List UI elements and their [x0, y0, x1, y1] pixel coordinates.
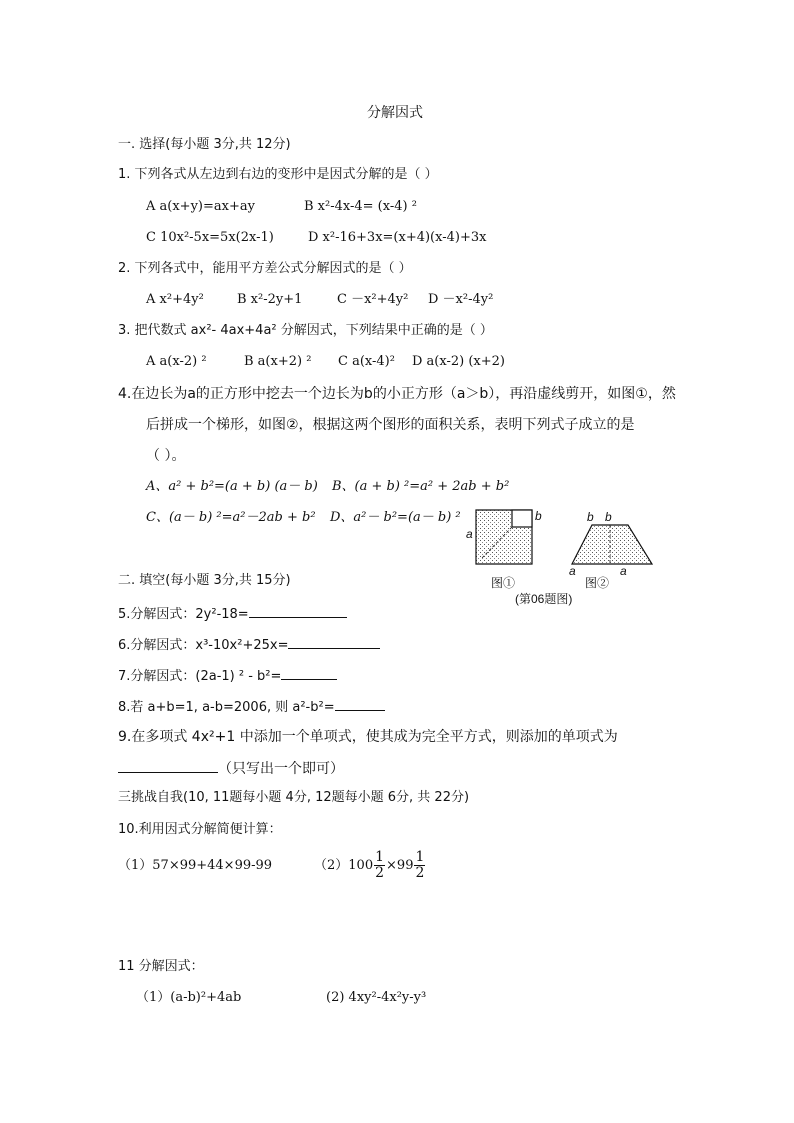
q10-part2-times: ×99: [386, 858, 414, 873]
q9-answer-blank: [118, 758, 218, 773]
q4-option-c: C、(a－ b) ²=a²－2ab + b²: [146, 510, 316, 525]
figure-caption-1: 图①: [491, 576, 516, 590]
figure-caption-main: (第06题图): [515, 592, 573, 606]
q2-option-d: D －x²-4y²: [428, 292, 494, 307]
q4-option-b: B、(a + b) ²=a² + 2ab + b²: [332, 479, 510, 494]
q6-answer-blank: [288, 634, 380, 649]
section-1-header: 一. 选择(每小题 3分,共 12分): [118, 137, 291, 152]
q10-stem: 10.利用因式分解简便计算：: [118, 822, 282, 837]
q1-option-b: B x²-4x-4= (x-4) ²: [304, 199, 417, 214]
section-2-header: 二. 填空(每小题 3分,共 15分): [118, 573, 291, 588]
q10-fraction-2: [414, 850, 425, 881]
figure-label-b: b: [535, 509, 542, 523]
figure-label-a-bottom-right: a: [620, 564, 627, 578]
q1-option-a: A a(x+y)=ax+ay: [146, 199, 255, 214]
q1-stem: 1. 下列各式从左边到右边的变形中是因式分解的是（ ）: [118, 167, 438, 182]
figure-label-a: a: [466, 527, 473, 541]
page-title: 分解因式: [367, 105, 423, 121]
q6-text: 6.分解因式：x³-10x²+25x=: [118, 638, 289, 653]
q11-part2: (2) 4xy²-4x²y-y³: [326, 990, 427, 1005]
figure-label-b-top-right: b: [605, 510, 612, 524]
q2-stem: 2. 下列各式中，能用平方差公式分解因式的是（ ）: [118, 261, 412, 276]
section-3-header: 三挑战自我(10, 11题每小题 4分, 12题每小题 6分, 共 22分): [118, 790, 470, 805]
q3-option-c: C a(x-4)²: [338, 354, 395, 369]
q10-part2-prefix: （2）: [314, 858, 349, 873]
q10-fraction-1: [374, 850, 385, 881]
q7: [118, 665, 337, 686]
q10-part2-whole1: 100: [348, 858, 374, 873]
figure2-trapezoid: [572, 525, 652, 564]
q3-option-b: B a(x+2) ²: [244, 354, 312, 369]
fraction-2-denominator: 2: [415, 865, 425, 881]
figure1-small-square: [512, 510, 532, 527]
q4-stem-line3: （ ）。: [146, 448, 186, 464]
q5-text: 5.分解因式：2y²-18=: [118, 607, 249, 622]
q9-line1: 9.在多项式 4x²+1 中添加一个单项式，使其成为完全平方式，则添加的单项式为: [118, 729, 618, 745]
q5: [118, 603, 347, 624]
q8-text: 8.若 a+b=1, a-b=2006, 则 a²-b²=: [118, 700, 335, 715]
q4-stem-line2: 后拼成一个梯形，如图②，根据这两个图形的面积关系，表明下列式子成立的是: [146, 417, 635, 433]
figure-caption-2: 图②: [585, 576, 610, 590]
q2-option-c: C －x²+4y²: [337, 292, 409, 307]
q2-option-b: B x²-2y+1: [237, 292, 303, 307]
fraction-1-denominator: 2: [375, 865, 385, 881]
q2-option-a: A x²+4y²: [146, 292, 204, 307]
q4-option-d: D、a²－ b²=(a－ b) ²: [330, 510, 461, 525]
q4-option-a: A、a² + b²=(a + b) (a－ b): [146, 479, 318, 494]
q4-figure: [460, 500, 660, 572]
q8: [118, 696, 385, 717]
fraction-1-numerator: 1: [375, 849, 385, 865]
q7-text: 7.分解因式：(2a-1) ² - b²=: [118, 669, 282, 684]
q3-option-d: D a(x-2) (x+2): [412, 354, 505, 369]
figure-label-a-bottom-left: a: [569, 564, 576, 578]
q5-answer-blank: [249, 603, 347, 618]
q3-stem: 3. 把代数式 ax²- 4ax+4a² 分解因式，下列结果中正确的是（ ）: [118, 323, 493, 338]
q10-part2: [314, 847, 426, 885]
q9-line2: [118, 758, 344, 778]
q9-hint: （只写出一个即可）: [218, 761, 344, 777]
q1-option-c: C 10x²-5x=5x(2x-1): [146, 230, 274, 245]
q11-part1: （1）(a-b)²+4ab: [136, 990, 242, 1005]
q10-part1: （1）57×99+44×99-99: [118, 858, 273, 873]
q4-stem-line1: 4.在边长为a的正方形中挖去一个边长为b的小正方形（a＞b），再沿虚线剪开，如图①，然: [118, 386, 676, 402]
q6: [118, 634, 380, 655]
q3-option-a: A a(x-2) ²: [146, 354, 207, 369]
q1-option-d: D x²-16+3x=(x+4)(x-4)+3x: [308, 230, 487, 245]
q7-answer-blank: [281, 665, 337, 680]
q11-stem: 11 分解因式：: [118, 959, 204, 974]
fraction-2-numerator: 1: [415, 849, 425, 865]
q8-answer-blank: [335, 696, 385, 711]
figure-label-b-top-left: b: [587, 510, 594, 524]
